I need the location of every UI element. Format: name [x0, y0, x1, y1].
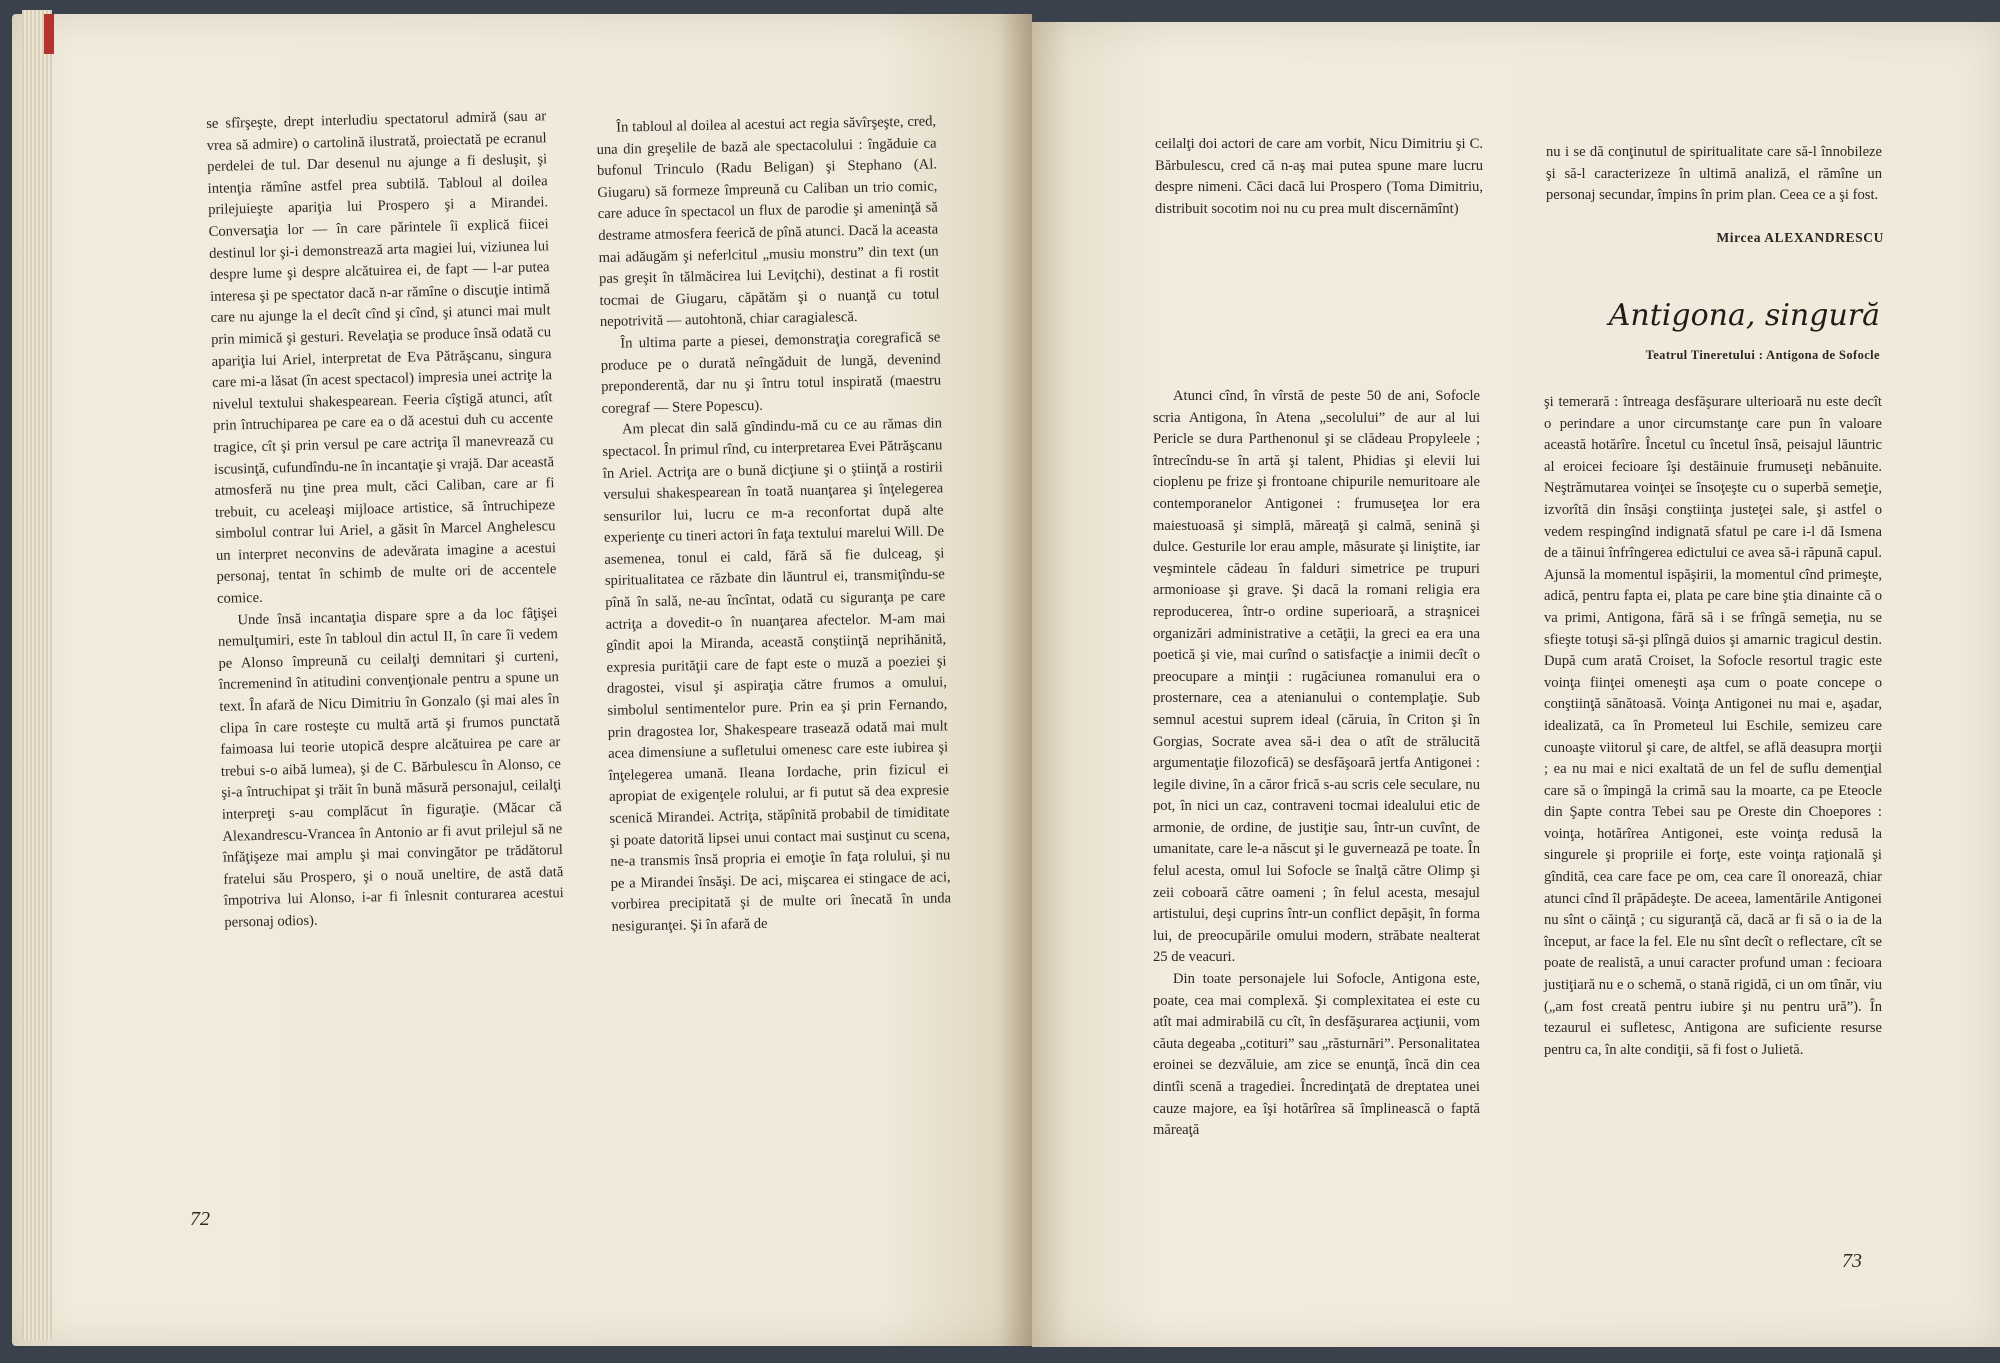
paragraph: Atunci cînd, în vîrstă de peste 50 de ani, Sofocle scria Antigona, în Atena „secolului” de aur al lui Pericle se dura Parthenonul şi se clădeau Propyleele ; întrecîndu-se în artă şi talent, Phidias şi elevii lui cioplenu pe frize şi frontoane chipurile nemuritoare ale contemporanelor Antigonei : frumuseţea lor era maiestuoasă şi simplă, măreaţă şi calmă, senină şi dulce. Gesturile lor erau ample, măsurate şi liniştite, iar veşmintele cădeau în falduri simetrice pe trupuri armonioase şi grave. Şi dacă la romani religia era reproducerea, într-o ordine superioară, a straşnicei organizări administrative a cetăţii, la greci ea era una poetică şi vie, mai curînd o satisfacţie a inimii decît o preocupare a minţii : rugăciunea romanului era o prosternare, cea a atenianului o contemplaţie. Sub semnul acestui suprem ideal (căruia, în Criton şi în Gorgias, Socrate avea să-i dea o atît de strălucită argumentaţie filozofică) se desfăşoară jertfa Antigonei : legile divine, în a căror frică s-au scris cele seculare, nu pot, în nici un caz, contraveni tocmai idealului etic de armonie, de ordine, de justiţie sau, într-un cuvînt, de umanitate, care le-a născut şi le guvernează pe toate. În felul acesta, omul lui Sofocle se înalţă către Olimp şi zeii coboară către oameni ; în felul acesta, mesajul artistului, deşi cuprins într-un conflict depăşit, în forma lui, de preocupările omului modern, străbate nealterat 25 de veacuri. — [1153, 388, 1480, 966]
page-number-right: 73 — [1842, 1250, 1862, 1272]
right-column-1-top — [1155, 134, 1483, 220]
bookmark-ribbon — [44, 14, 54, 54]
paragraph: nu i se dă conţinutul de spiritualitate care să-l înnobileze şi să-l caracterizeze în ultimă analiză, el rămîne un personaj secundar, împins în prim plan. Ceea ce a şi fost. — [1546, 144, 1882, 204]
article-title: Antigona, singură — [1608, 298, 1880, 333]
paragraph: În ultima parte a piesei, demonstraţia coregrafică se produce pe o durată neîngăduit de lungă, devenind preponderentă, dar nu şi întru totul inspirată (maestru coregraf — Stere Popescu). — [600, 329, 942, 417]
right-column-1 — [1153, 386, 1480, 1142]
paragraph: ceilalţi doi actori de care am vorbit, Nicu Dimitriu şi C. Bărbulescu, cred că n-aş mai putea spune mare lucru despre nimeni. Căci dacă lui Prospero (Toma Dimitriu, distribuit socotim noi nu cu prea mult discernămînt) — [1155, 136, 1483, 217]
left-column-1 — [206, 106, 565, 934]
paragraph: Am plecat din sală gîndindu-mă cu ce au rămas din spectacol. În primul rînd, cu interpretarea Evei Pătrăşcanu în Ariel. Actriţa are o bună dicţiune şi o ştiinţă a rostirii versului shakespearean în toată nuanţarea şi înţelegerea sensurilor lui, lucru ce m-a reconfortat după alte experienţe cu tineri actori în faţa textului marelui Will. De asemenea, tonul ei cald, fără să fie dulceag, şi spiritualitatea ce răzbate din lăuntrul ei, transmiţîndu-se pînă în sală, ne-au încîntat, odată cu siguranţa pe care actriţa a dovedit-o în nuanţarea afectelor. M-am mai gîndit apoi la Miranda, această conştiinţă neprihănită, expresia purităţii care de fapt este o muză a poeziei şi dragostei, visul şi aspiraţia către frumos a omului, simbolul sentimentelor pure. Prin ea şi prin Fernando, prin dragostea lor, Shakespeare trasează odată mai mult acea dimensiune a sufletului omenesc care este iubirea şi înţelegerea umană. Ileana Iordache, prin fizicul ei apropiat de exigenţele rolului, ar fi putut să dea expresie scenică Mirandei. Actriţa, stăpînită probabil de timiditate şi poate datorită lipsei unui contact mai susţinut cu scena, ne-a transmis însă propria ei emoţie în faţa rolului, şi nu pe a Mirandei însăşi. De aci, mişcarea ei stingace de aci, vorbirea precipitată şi de multe ori înecată în unda nesiguranţei. Şi în afară de — [602, 415, 952, 935]
right-column-2-top — [1546, 142, 1882, 207]
article-subtitle: Teatrul Tineretului : Antigona de Sofocle — [1645, 348, 1880, 362]
author-signature: Mircea ALEXANDRESCU — [1716, 230, 1884, 245]
paragraph: se sfîrşeşte, drept interludiu spectatorul admiră (sau ar vrea să admire) o cartolină ilustrată, proiectată pe ecranul perdelei de tul. Dar desenul nu ajunge a fi desluşit, şi intenţia rămîne astfel prea subtilă. Tabloul al doilea prilejuieşte apariţia lui Prospero şi a Mirandei. Conversaţia lor — în care părintele îi explică fiicei destinul lor şi-i demonstrează arta magiei lui, viziunea lui despre lume şi despre alcătuirea ei, de fapt — l-ar putea interesa şi pe spectator dacă n-ar rămîne o discuţie intimă care nu ajunge la el decît cînd şi cînd, şi atunci mai mult prin mimică şi gesturi. Revelaţia se produce însă odată cu apariţia lui Ariel, interpretat de Eva Pătrăşcanu, singura care mi-a lăsat (în acest spectacol) impresia unei actriţe la nivelul textului shakespearean. Feeria cîştigă atunci, atît prin întruchiparea pe care ea o dă acestui duh cu accente tragice, cît şi prin versul pe care actriţa îl manevrează cu iscusinţă, cufundîndu-ne în incantaţie şi vrajă. Dar această atmosferă nu ţine prea mult, căci Caliban, care ar fi trebuit, cu aceleaşi mijloace artistice, să întruchipeze simbolul contrar lui Ariel, a găsit în Marcel Anghelescu un interpret neconvins de adevărata imagine a acestui personaj, tentat în schimb de multe ori de accentele comice. — [206, 108, 557, 607]
gutter-shadow — [1000, 14, 1034, 1346]
right-column-2 — [1544, 392, 1882, 1061]
page-edges — [22, 10, 52, 1340]
paragraph: Unde însă incantaţia dispare spre a da loc fâţişei nemulţumiri, este în tabloul din actul II, în care îi vedem pe Alonso împreună cu ceilalţi demnitari şi curteni, încremenind în atitudini convenţionale pentru a spune un text. În afară de Nicu Dimitriu în Gonzalo (şi mai ales în clipa în care rosteşte cu multă artă şi frumos punctată faimoasa lui teorie utopică despre alcătuirea pe care ar trebui s-o aibă lumea), şi de C. Bărbulescu în Alonso, ce şi-a întruchipat şi trăit în bună măsură personajul, ceilalţi interpreţi s-au complăcut în figuraţie. (Măcar că Alexandrescu-Vrancea în Antonio ar fi avut prilejul să ne înfăţişeze mai amplu şi mai convingător pe trădătorul fratelui său Prospero, şi o nouă uneltire, de astă dată împotriva lui Alonso, i-ar fi înlesnit conturarea acestui personaj odios). — [217, 604, 564, 931]
paragraph: În tabloul al doilea al acestui act regia săvîrşeşte, cred, una din greşelile de bază ale spectacolului : îngăduie ca bufonul Trinculo (Radu Beligan) şi Stephano (Al. Giugaru) să formeze împreună cu Caliban un trio comic, care aduce în spectacol un flux de parodie şi ameninţă să destrame atmosfera feerică de pînă atunci. Dacă la aceasta mai adăugăm şi neferlcitul „musiu monstru” din text (un pas greşit în tălmăcirea lui Leviţchi), destinat a fi rostit tocmai de Giugaru, căpătăm şi o nuanţă cu totul nepotrivită — autohtonă, chiar caragialescă. — [596, 113, 940, 331]
page-number-left: 72 — [190, 1208, 210, 1230]
left-column-2 — [596, 111, 952, 938]
paragraph: şi temerară : întreaga desfăşurare ulterioară nu este decît o perindare a unor circumstanţe care pun în valoare această hotărîre. Încetul cu încetul însă, peisajul lăuntric al eroicei fecioare îşi destăinuie frumuseţi nebănuite. Neştrămutarea voinţei se însoţeşte cu o superbă semeţie, izvorîtă din însăşi conştiinţa justeţei sale, şi astfel o vedem respingînd indignată sfatul pe care i-l dă Ismena de a tăinui înfrîngerea edictului ce avea să-i răpună capul. Ajunsă la momentul ispăşirii, la momentul cînd primeşte, adică, pentru fapta ei, plata pe care bine ştia dinainte că o va primi, Antigona, fără să i se frîngă semeţia, nu se sfieşte totuşi să-şi plîngă duios şi amarnic tragicul destin. După cum arată Croiset, la Sofocle resortul tragic este voinţa fiinţei omeneşti aşa cum o poate concepe o conştiinţă sănătoasă. Voinţa Antigonei nu mai e, aşadar, idealizată, ca în Prometeul lui Eschile, semizeu care cunoaşte viitorul şi care, de altfel, se află deasupra morţii ; ea nu mai e nici exaltată de un fel de suflu demenţial care să o împingă la crimă sau la moarte, ca pe Eteocle din Şapte contra Tebei sau pe Oreste din Choepores : voinţa, hotărîrea Antigonei, este voinţa redusă la singurele şi propriile ei forţe, este voinţa raţională şi gîndită, cea care face pe om, cea care îl onorează, chiar atunci cînd îl prăpădeşte. De aceea, lamentările Antigonei nu sînt o căinţă ; cu siguranţă că, dacă ar fi să o ia de la început, ar face la fel. Ele nu sînt decît o reflectare, cît se poate de realistă, a unui caracter profund uman : fecioara justiţiară nu e o schemă, o stană rigidă, ci un om tînăr, viu („am fost creată pentru iubire şi nu pentru ură”). În tezaurul ei sufletesc, Antigona are suficiente resurse pentru ca, în alte condiţii, să fi fost o Julietă. — [1544, 394, 1882, 1058]
paragraph: Din toate personajele lui Sofocle, Antigona este, poate, cea mai complexă. Şi complexitatea ei este cu atît mai admirabilă cu cît, în desfăşurarea acţiunii, vom căuta degeaba „cotituri” sau „răsturnări”. Personalitatea eroinei se dezvăluie, am zice se enunţă, încă din cea dintîi scenă a tragediei. Încredinţată de dreptatea unei cauze majore, ea îşi hotărîrea să împlinească o faptă măreaţă — [1153, 971, 1480, 1139]
